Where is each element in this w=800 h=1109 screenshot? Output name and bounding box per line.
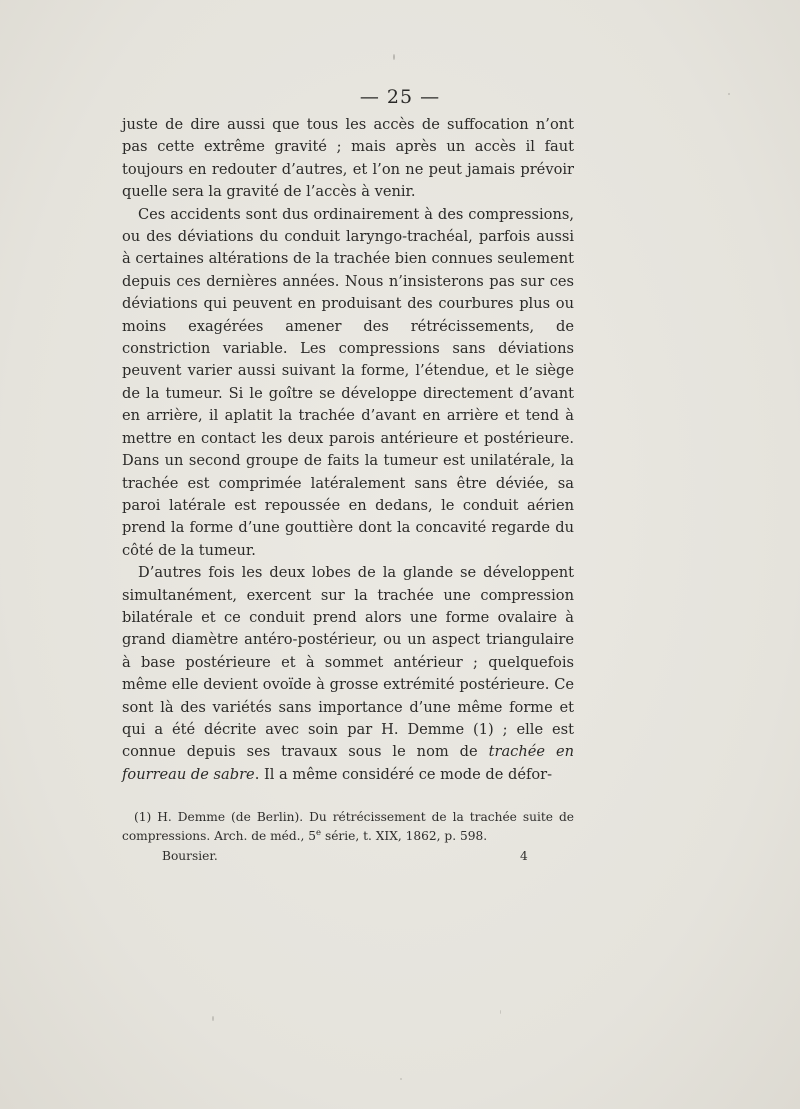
- paragraph-1: [122, 114, 574, 204]
- footnote: [122, 808, 574, 845]
- paper-speck: [212, 1016, 214, 1021]
- paper-speck: [400, 1078, 402, 1080]
- italic-term: trachée en fourreau de sabre: [122, 743, 574, 783]
- paragraph-3: [122, 562, 574, 786]
- paper-speck: [393, 54, 395, 60]
- footnote-superscript: e: [316, 827, 322, 838]
- paragraph-text: Ces accidents sont dus ordinairement à des compressions, ou des déviations du conduit laryngo-trachéal, parfois aussi à certaines altérations de la trachée bien connues seulement depuis ces dernières années. Nous n’insisterons pas sur ces déviations qui peuvent en produisant des courbures plus ou moins exagérées amener des rétrécissements, de constriction variable. Les compressions sans déviations peuvent varier aussi suivant la forme, l’étendue, et le siège de la tumeur. Si le goître se développe directement d’avant en arrière, il aplatit la trachée d’avant en arrière et tend à mettre en contact les deux parois antérieure et postérieure. Dans un second groupe de faits la tumeur est unilatérale, la trachée est comprimée latéralement sans être déviée, sa paroi latérale est repoussée en dedans, le conduit aérien prend la forme d’une gouttière dont la concavité regarde du côté de la tumeur.: [122, 205, 574, 559]
- paragraph-2: [122, 204, 574, 563]
- paragraph-text: . Il a même considéré ce mode de défor-: [254, 765, 553, 783]
- footnote-text-end: série, t. XIX, 1862, p. 598.: [321, 828, 488, 843]
- printer-signature-author: Boursier.: [162, 849, 218, 863]
- paper-speck: [728, 93, 730, 95]
- page-number: — 25 —: [359, 86, 441, 108]
- paragraph-text: juste de dire aussi que tous les accès de suffocation n’ont pas cette extrême gravité ; mais après un accès il faut toujours en redouter d’autres, et l’on ne peut jamais prévoir quelle sera la gravité de l’accès à venir.: [122, 116, 574, 201]
- sheet-number: 4: [520, 849, 528, 863]
- footnote-text: (1) H. Demme (de Berlin). Du rétrécissement de la trachée suite de compressions. Arch. de méd., 5: [122, 810, 574, 843]
- paragraph-text: D’autres fois les deux lobes de la glande se développent simultanément, exercent sur la trachée une compression bilatérale et ce conduit prend alors une forme ovalaire à grand diamètre antéro-postérieur, ou un aspect triangulaire à base postérieure et à sommet antérieur ; quelquefois même elle devient ovoïde à grosse extrémité postérieure. Ce sont là des variétés sans importance d’une même forme et qui a été décrite avec soin par H. Demme (1) ; elle est connue depuis ses travaux sous le nom de: [122, 564, 574, 761]
- paper-speck: [500, 1010, 501, 1014]
- body-text: [122, 114, 574, 786]
